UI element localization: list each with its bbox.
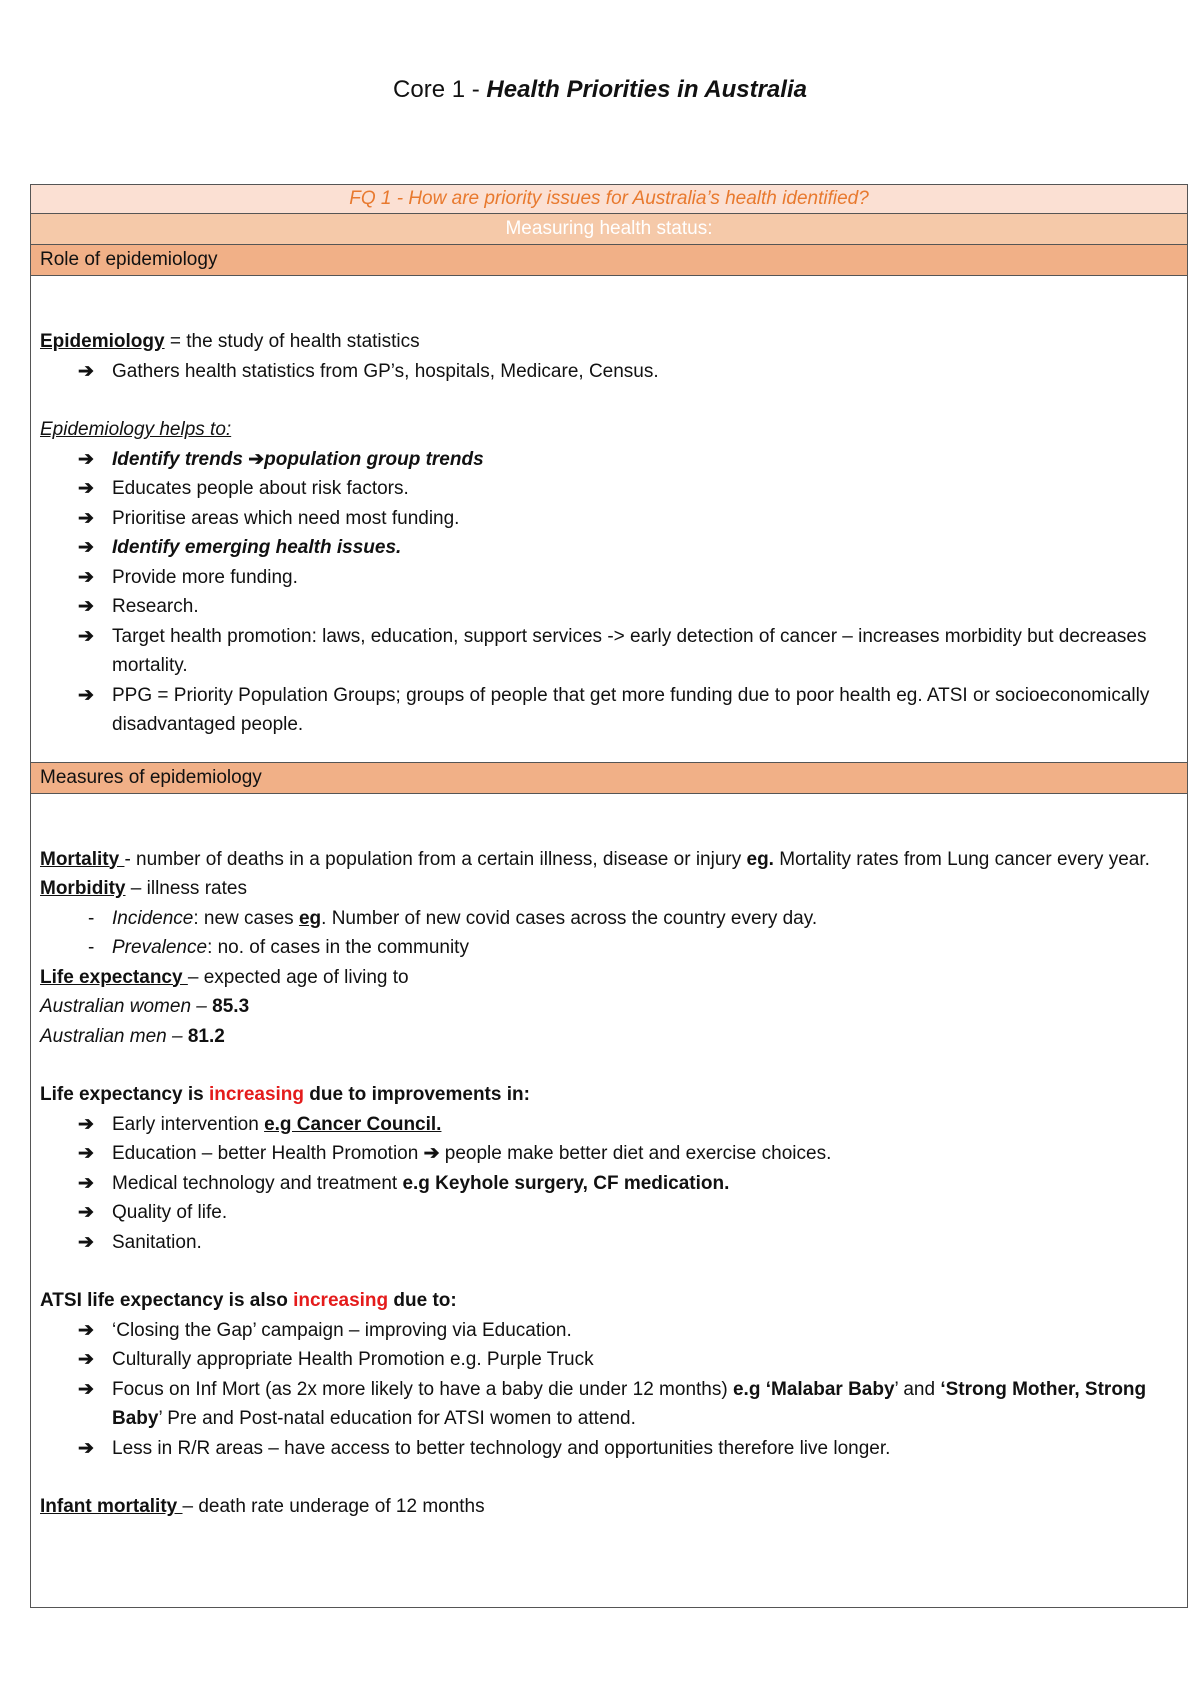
highlight-increasing: increasing — [208, 1084, 305, 1105]
arrow-icon: ➔ — [78, 1349, 94, 1370]
epidemiology-definition — [40, 327, 1178, 357]
list-item — [40, 533, 1178, 563]
item-text: ’ Pre and Post-natal education for ATSI women to attend. — [158, 1408, 636, 1429]
definition-text: – expected age of living to — [187, 966, 409, 988]
men-life-expectancy — [40, 1022, 1178, 1052]
arrow-icon: ➔ — [78, 360, 94, 382]
arrow-icon: ➔ — [78, 684, 94, 706]
eg-label: eg — [298, 907, 322, 929]
item-text: Gathers health statistics from GP’s, hospitals, Medicare, Census. — [112, 360, 659, 382]
list-item — [40, 681, 1178, 740]
term-prevalence: Prevalence — [112, 937, 208, 958]
arrow-icon: ➔ — [78, 566, 94, 588]
item-text: . Number of new covid cases across the country every day. — [321, 907, 818, 929]
women-life-expectancy — [40, 992, 1178, 1022]
women-value: 85.3 — [212, 996, 250, 1017]
dash-bullet: - — [88, 937, 95, 958]
item-text: Early intervention — [112, 1113, 265, 1135]
item-text: Less in R/R areas – have access to better technology and opportunities therefore live longer. — [112, 1437, 891, 1459]
women-label: Australian women – — [40, 996, 213, 1017]
measuring-health-header: Measuring health status: — [31, 214, 1187, 245]
title-main: Health Priorities in Australia — [486, 76, 807, 103]
arrow-icon: ➔ — [78, 507, 94, 529]
item-example: ‘Strong Mother, Strong Baby — [112, 1378, 1147, 1429]
heading-text: ATSI life expectancy is also — [40, 1290, 294, 1311]
arrow-icon: ➔ — [78, 1437, 94, 1459]
men-value: 81.2 — [187, 1025, 225, 1047]
item-text: ’ and — [894, 1378, 941, 1400]
eg-label: eg. — [746, 848, 774, 870]
arrow-icon: ➔ — [78, 625, 94, 647]
item-text: Sanitation. — [112, 1231, 202, 1253]
arrow-icon: ➔ — [78, 1319, 94, 1341]
list-item — [40, 357, 1178, 387]
list-item — [40, 1316, 1178, 1346]
term-life-expectancy: Life expectancy — [40, 966, 188, 988]
heading-text: due to: — [388, 1290, 457, 1311]
arrow-icon: ➔ — [78, 1172, 94, 1194]
item-text: Focus on Inf Mort (as 2x more likely to have a baby die under 12 months) — [112, 1378, 733, 1400]
list-item — [40, 622, 1178, 681]
heading-text: Life expectancy is — [40, 1084, 209, 1105]
dash-bullet: - — [88, 907, 95, 929]
item-text: Quality of life. — [112, 1202, 228, 1223]
list-item — [40, 1228, 1178, 1258]
item-text: Research. — [112, 596, 199, 617]
item-text: people make better diet and exercise choices. — [439, 1143, 832, 1164]
heading-text: due to improvements in: — [304, 1084, 530, 1105]
list-item — [40, 1139, 1178, 1169]
list-item — [40, 563, 1178, 593]
list-item — [40, 933, 1178, 963]
life-expectancy-definition — [40, 963, 1178, 993]
list-item — [40, 1345, 1178, 1375]
item-text: Target health promotion: laws, education, support services -> early detection of cancer – increases morbidity but decreases mortality. — [112, 625, 1147, 676]
focus-question-header: FQ 1 - How are priority issues for Australia’s health identified? — [31, 185, 1187, 214]
item-example: e.g Cancer Council. — [264, 1113, 442, 1135]
atsi-increasing-heading — [40, 1286, 1178, 1316]
list-item — [40, 504, 1178, 534]
term-epidemiology: Epidemiology — [40, 331, 165, 352]
item-text: : new cases — [193, 907, 299, 929]
item-text: Prioritise areas which need most funding. — [112, 507, 460, 529]
item-text: Education – — [112, 1143, 218, 1164]
list-item — [40, 904, 1178, 934]
item-example: e.g ‘Malabar Baby — [732, 1378, 895, 1400]
page-title — [0, 76, 1200, 104]
definition-text: - number of deaths in a population from a certain illness, disease or injury — [124, 848, 747, 870]
item-text: Provide more funding. — [112, 566, 298, 588]
item-text: better Health Promotion — [217, 1143, 424, 1164]
arrow-icon: ➔ — [78, 1202, 94, 1223]
measures-of-epidemiology-section — [31, 794, 1187, 1544]
item-text: Identify trends — [112, 448, 249, 470]
definition-text: = the study of health statistics — [164, 331, 420, 352]
life-expectancy-increasing-heading — [40, 1080, 1178, 1110]
measures-of-epidemiology-header: Measures of epidemiology — [31, 762, 1187, 794]
helps-heading: Epidemiology helps to: — [40, 419, 232, 440]
item-text: ‘Closing the Gap’ campaign – improving via Education. — [112, 1319, 572, 1341]
term-infant-mortality: Infant mortality — [40, 1496, 183, 1517]
list-item — [40, 1110, 1178, 1140]
highlight-increasing: increasing — [293, 1290, 389, 1311]
definition-text: – death rate underage of 12 months — [182, 1496, 485, 1517]
arrow-icon: ➔ — [78, 448, 94, 470]
infant-mortality-definition — [40, 1492, 1178, 1522]
arrow-icon: ➔ — [78, 1143, 94, 1164]
definition-text: – illness rates — [125, 878, 247, 899]
list-item — [40, 445, 1178, 475]
list-item — [40, 1169, 1178, 1199]
role-of-epidemiology-section — [31, 276, 1187, 762]
term-morbidity: Morbidity — [40, 878, 126, 899]
list-item — [40, 1375, 1178, 1434]
arrow-icon: ➔ — [78, 596, 94, 617]
item-text: Culturally appropriate Health Promotion e.g. Purple Truck — [112, 1349, 594, 1370]
item-text: Medical technology and treatment — [112, 1172, 403, 1194]
term-incidence: Incidence — [112, 907, 194, 929]
men-label: Australian men – — [40, 1025, 188, 1047]
term-mortality: Mortality — [40, 848, 125, 870]
item-text: : no. of cases in the community — [207, 937, 469, 958]
title-prefix: Core 1 - — [393, 76, 487, 103]
arrow-icon: ➔ — [248, 448, 265, 470]
list-item — [40, 1434, 1178, 1464]
item-example: e.g Keyhole surgery, CF medication. — [402, 1172, 730, 1194]
mortality-definition — [40, 845, 1178, 875]
arrow-icon: ➔ — [78, 537, 94, 558]
arrow-icon: ➔ — [78, 1113, 94, 1135]
arrow-icon: ➔ — [78, 1231, 94, 1253]
role-of-epidemiology-header: Role of epidemiology — [31, 245, 1187, 276]
item-text: Identify emerging health issues. — [112, 537, 402, 558]
list-item — [40, 1198, 1178, 1228]
arrow-icon: ➔ — [423, 1143, 440, 1164]
arrow-icon: ➔ — [78, 1378, 94, 1400]
list-item — [40, 474, 1178, 504]
list-item — [40, 592, 1178, 622]
arrow-icon: ➔ — [78, 478, 94, 499]
item-text: PPG = Priority Population Groups; groups of people that get more funding due to poor health eg. ATSI or socioeconomically disadvantaged people. — [112, 684, 1150, 735]
definition-text: Mortality rates from Lung cancer every year. — [773, 848, 1150, 870]
morbidity-definition — [40, 874, 1178, 904]
item-text: population group trends — [264, 448, 484, 470]
item-text: Educates people about risk factors. — [112, 478, 409, 499]
notes-table — [30, 184, 1188, 1608]
